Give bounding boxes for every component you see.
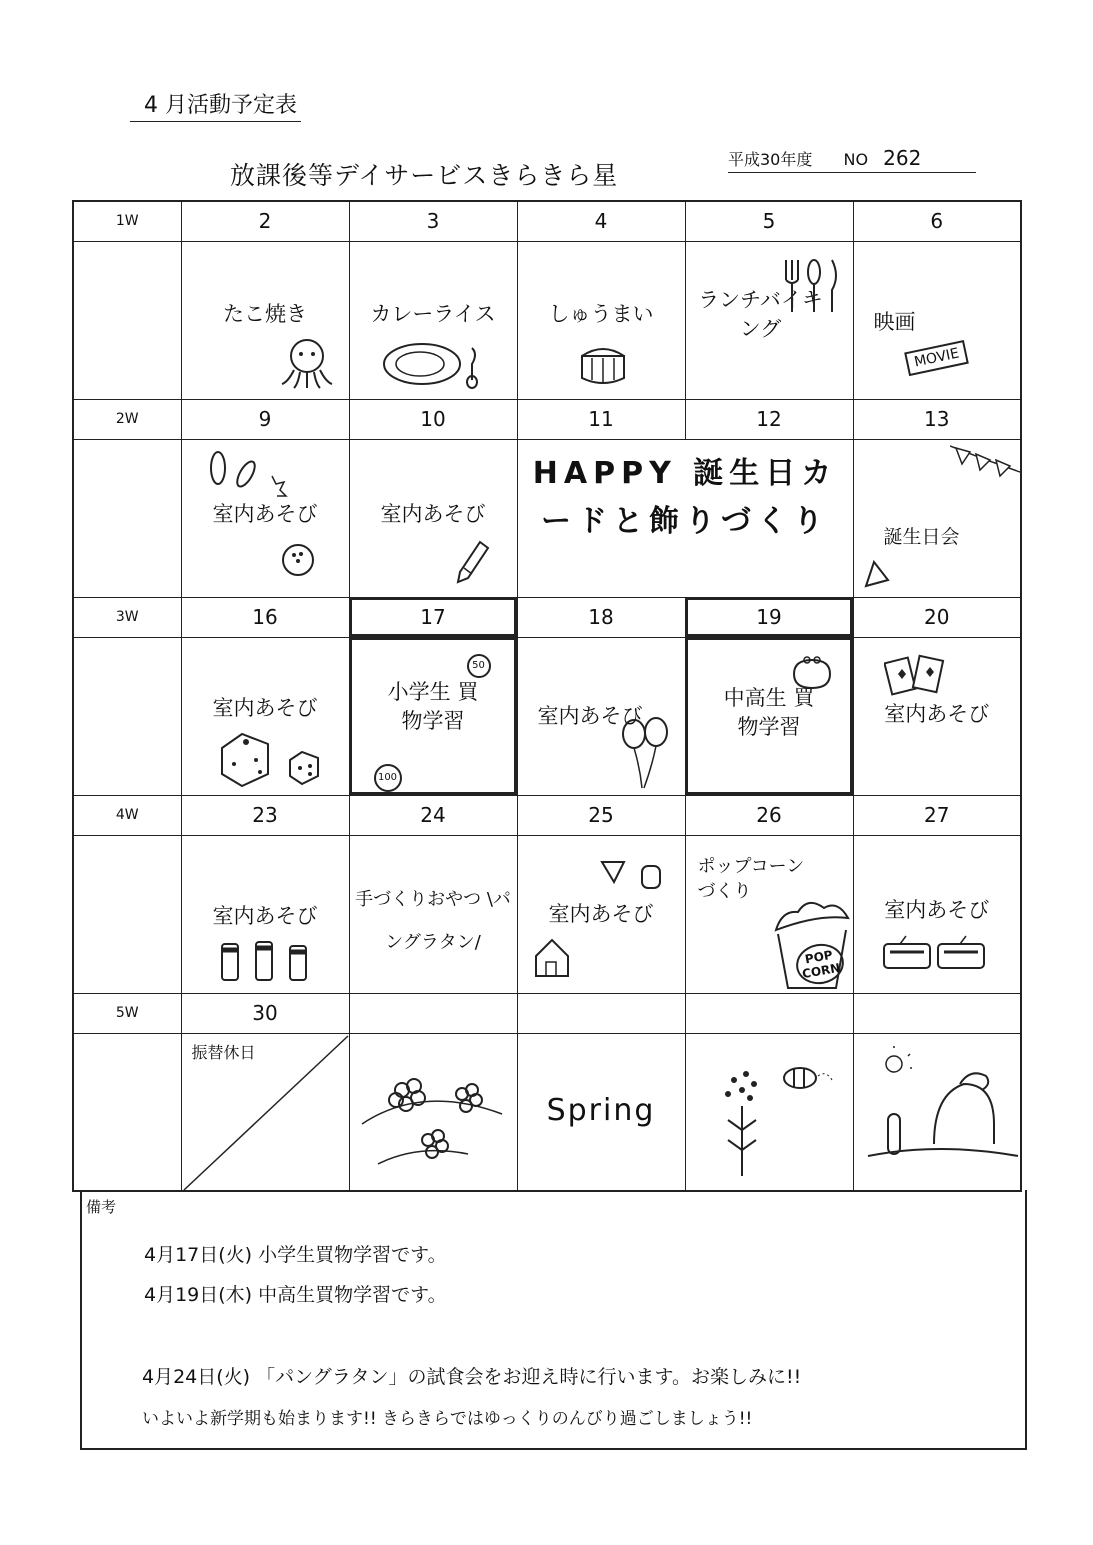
curry-plate-icon — [380, 340, 490, 390]
activity-text: 室内あそび — [212, 903, 318, 928]
activity-cell — [853, 835, 1021, 993]
notes-section — [80, 1190, 1027, 1450]
activity-text: たこ焼き — [223, 301, 307, 326]
day-number — [685, 993, 853, 1033]
purse-icon — [788, 652, 836, 692]
train-icon — [880, 934, 1000, 974]
pencil-icon — [454, 538, 494, 588]
activity-cell — [181, 241, 349, 399]
day-number — [517, 993, 685, 1033]
day-number: 5 — [685, 201, 853, 241]
activity-text: 室内あそび — [212, 501, 318, 526]
coin-icon: 50 — [467, 654, 491, 678]
cake-icon — [598, 856, 668, 896]
coin-icon: 100 — [374, 764, 402, 792]
week-row — [73, 399, 1021, 439]
week-blank — [73, 637, 181, 795]
party-hat-icon — [862, 558, 892, 590]
day-number — [853, 993, 1021, 1033]
activity-cell — [181, 439, 349, 597]
day-number: 2 — [181, 201, 349, 241]
day-number: 11 — [517, 399, 685, 439]
popcorn-label: POP CORN — [792, 940, 846, 988]
fiscal-year-block — [728, 146, 976, 173]
dice-icon — [216, 728, 326, 788]
number-value: 262 — [883, 146, 922, 170]
fiscal-year: 平成30年度 — [728, 150, 813, 169]
activity-cell — [853, 241, 1021, 399]
week-blank — [73, 439, 181, 597]
activity-text: ポップコーンづくり — [697, 855, 805, 902]
activity-cell — [181, 1033, 349, 1191]
notes-label: 備考 — [86, 1198, 117, 1216]
bunting-icon — [950, 442, 1020, 492]
day-number: 12 — [685, 399, 853, 439]
week-row — [73, 795, 1021, 835]
day-number: 18 — [517, 597, 685, 637]
activity-text: 誕生日会 — [883, 525, 960, 548]
school-name: 放課後等デイサービスきらきら星 — [230, 161, 619, 190]
day-number: 10 — [349, 399, 517, 439]
activity-cell — [517, 241, 685, 399]
activity-text: しゅうまい — [548, 301, 654, 326]
activity-cell — [853, 439, 1021, 597]
activity-cell-merged — [517, 439, 853, 597]
day-number: 20 — [853, 597, 1021, 637]
balloon-icon — [618, 714, 674, 794]
activity-cell — [685, 241, 853, 399]
activity-cell — [517, 835, 685, 993]
number-label: NO — [843, 150, 869, 169]
activity-cell — [853, 1033, 1021, 1191]
day-number: 3 — [349, 201, 517, 241]
playing-cards-icon — [884, 654, 948, 698]
activity-text: 小学生 買物学習 — [387, 679, 479, 733]
movie-ticket-icon: MOVIE — [904, 339, 969, 375]
activity-row — [73, 439, 1021, 597]
activity-cell — [517, 637, 685, 795]
week-label: 4W — [73, 795, 181, 835]
activity-cell — [181, 835, 349, 993]
activity-text: 室内あそび — [884, 897, 990, 922]
note-line: 4月24日(火) 「パングラタン」の試食会をお迎え時に行います。お楽しみに!! — [142, 1366, 802, 1388]
activity-cell — [349, 439, 517, 597]
day-number: 27 — [853, 795, 1021, 835]
day-number: 4 — [517, 201, 685, 241]
week-row — [73, 597, 1021, 637]
activity-row — [73, 637, 1021, 795]
activity-text: 室内あそび — [548, 901, 654, 926]
week-row — [73, 993, 1021, 1033]
week-blank — [73, 241, 181, 399]
activity-text: 映画 — [873, 309, 916, 334]
day-number: 9 — [181, 399, 349, 439]
schedule-calendar — [72, 200, 1022, 1192]
activity-cell — [685, 1033, 853, 1191]
activity-text: カレーライス — [370, 301, 496, 326]
mole-icon — [864, 1044, 1024, 1184]
activity-cell — [517, 1033, 685, 1191]
day-number: 24 — [349, 795, 517, 835]
bowling-icon — [202, 446, 292, 498]
activity-row — [73, 1033, 1021, 1191]
octopus-icon — [272, 334, 342, 390]
activity-cell — [349, 241, 517, 399]
activity-text: Spring — [546, 1092, 656, 1128]
activity-cell — [349, 835, 517, 993]
holiday-diagonal — [182, 1034, 350, 1192]
week-label: 5W — [73, 993, 181, 1033]
activity-text: 室内あそび — [380, 501, 486, 526]
activity-text: 室内あそび — [884, 701, 990, 726]
day-number: 19 — [685, 597, 853, 637]
week-row — [73, 201, 1021, 241]
day-number — [349, 993, 517, 1033]
week-label: 2W — [73, 399, 181, 439]
shumai-icon — [576, 340, 630, 386]
activity-text: 振替休日 — [191, 1042, 256, 1062]
house-icon — [532, 936, 572, 980]
activity-text: ランチバイキング — [698, 287, 823, 341]
day-number: 25 — [517, 795, 685, 835]
day-number: 23 — [181, 795, 349, 835]
day-number: 30 — [181, 993, 349, 1033]
activity-row — [73, 835, 1021, 993]
flowers-icon — [358, 1064, 508, 1174]
activity-cell — [685, 835, 853, 993]
activity-cell — [349, 637, 517, 795]
week-label: 1W — [73, 201, 181, 241]
activity-cell — [685, 637, 853, 795]
day-number: 13 — [853, 399, 1021, 439]
cutlery-icon — [776, 256, 846, 316]
note-line: 4月19日(木) 中高生買物学習です。 — [144, 1284, 447, 1306]
day-number: 26 — [685, 795, 853, 835]
note-line: いよいよ新学期も始まります!! きらきらではゆっくりのんびり過ごしましょう!! — [142, 1409, 753, 1429]
activity-cell — [853, 637, 1021, 795]
bee-icon — [704, 1050, 844, 1180]
activity-text: HAPPY 誕生日カードと飾りづくり — [532, 455, 838, 539]
activity-text: 室内あそび — [537, 703, 643, 728]
day-number: 17 — [349, 597, 517, 637]
activity-row — [73, 241, 1021, 399]
crayons-icon — [216, 936, 316, 986]
activity-cell — [181, 637, 349, 795]
activity-text: 手づくりおやつ \パングラタン/ — [355, 888, 511, 953]
week-label: 3W — [73, 597, 181, 637]
note-line: 4月17日(火) 小学生買物学習です。 — [144, 1244, 447, 1266]
activity-cell — [349, 1033, 517, 1191]
week-blank — [73, 1033, 181, 1191]
day-number: 16 — [181, 597, 349, 637]
activity-text: 中高生 買物学習 — [723, 685, 815, 739]
page-title: 4 月活動予定表 — [130, 88, 301, 122]
activity-text: 室内あそび — [212, 695, 318, 720]
week-blank — [73, 835, 181, 993]
day-number: 6 — [853, 201, 1021, 241]
ball-icon — [278, 540, 318, 580]
